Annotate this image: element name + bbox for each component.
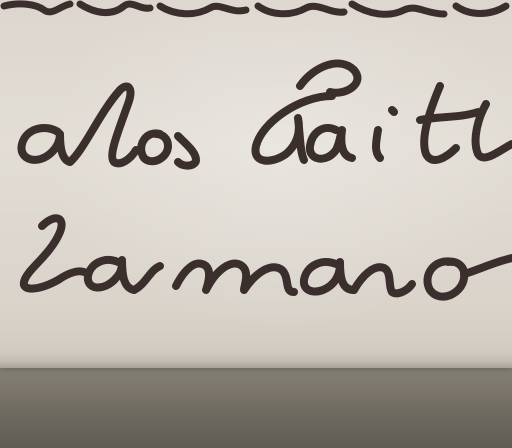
handwriting-line-1 (4, 4, 506, 14)
handwriting-line-3 (24, 218, 512, 296)
background-surface (0, 360, 512, 448)
handwriting-line-2 (21, 63, 512, 165)
